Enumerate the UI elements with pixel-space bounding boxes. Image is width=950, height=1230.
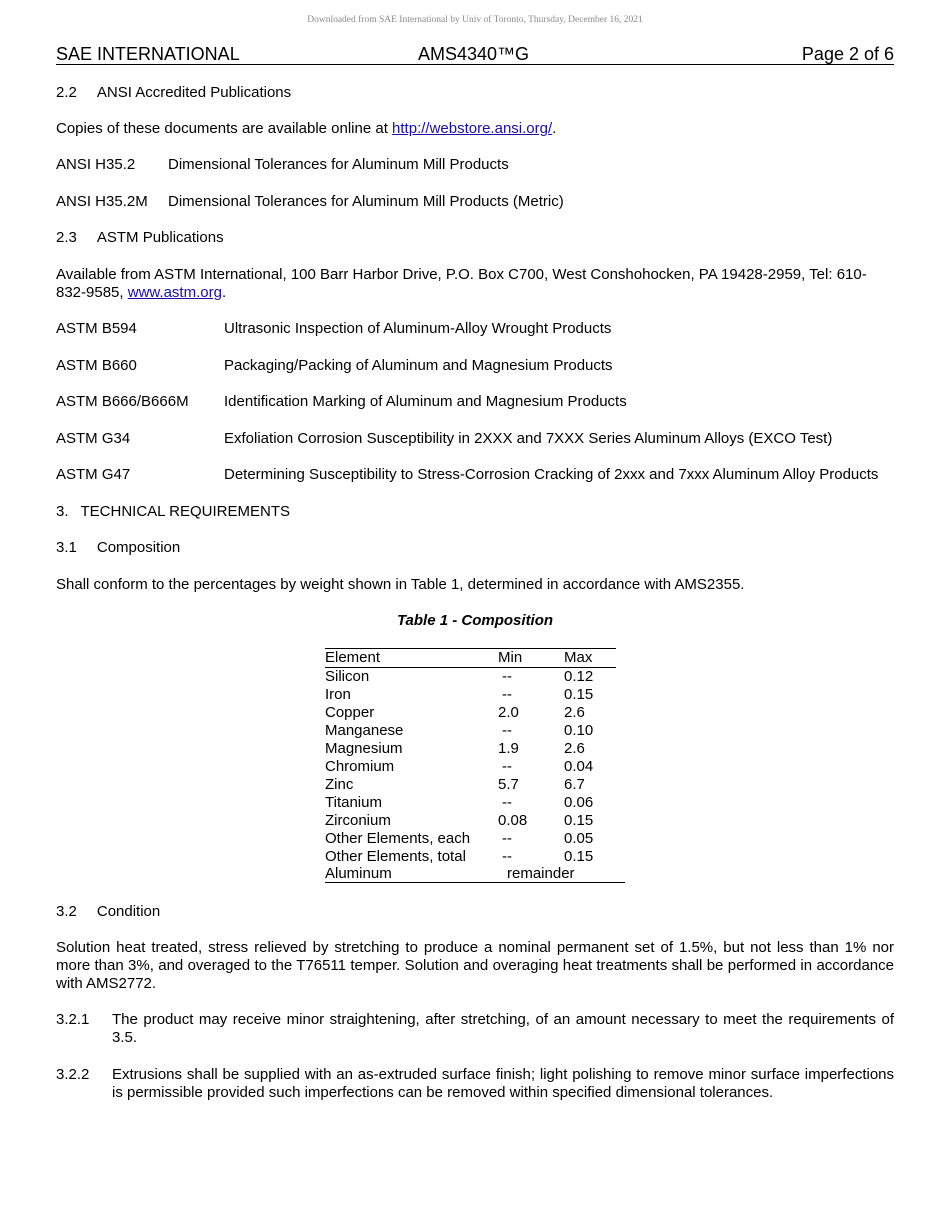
section-number: 3.2 <box>56 903 77 920</box>
section-title: ASTM Publications <box>96 229 224 246</box>
table-title: Table 1 - Composition <box>396 612 554 629</box>
reference-code: ASTM G34 <box>56 430 131 447</box>
cell-max: 0.15 <box>564 812 594 829</box>
cell-element: Other Elements, total <box>325 848 466 865</box>
section-2-2-intro <box>56 120 894 138</box>
download-watermark: Downloaded from SAE International by Univ of Toronto, Thursday, December 16, 2021 <box>307 15 643 25</box>
paragraph-text: Extrusions shall be supplied with an as-extruded surface finish; light polishing to remove minor surface imperfections is permissible provided such imperfections can be removed within specified dimensional tolerances. <box>112 1066 894 1101</box>
cell-min: -- <box>502 794 512 811</box>
header-page-number: Page 2 of 6 <box>801 44 894 64</box>
intro-end: . <box>221 284 227 301</box>
section-2-3-intro-line-2 <box>56 284 894 302</box>
header-doc-id: AMS4340™G <box>418 44 530 64</box>
cell-max: 0.06 <box>564 794 594 811</box>
cell-element: Aluminum <box>325 865 392 882</box>
header-org: SAE INTERNATIONAL <box>56 44 240 64</box>
section-number: 3.2.2 <box>56 1066 90 1083</box>
cell-min: 2.0 <box>498 704 519 721</box>
reference-code: ANSI H35.2M <box>56 193 148 210</box>
cell-element: Silicon <box>325 668 370 685</box>
reference-code: ASTM B594 <box>56 320 137 337</box>
section-number: 3. <box>56 503 69 520</box>
column-header-element: Element <box>325 649 381 666</box>
column-header-max: Max <box>564 649 593 666</box>
section-number: 3.2.1 <box>56 1011 90 1028</box>
section-title: ANSI Accredited Publications <box>96 84 292 101</box>
section-3-1-text <box>56 576 894 594</box>
cell-element: Zirconium <box>325 812 391 829</box>
reference-code: ASTM B660 <box>56 357 137 374</box>
ansi-webstore-link[interactable]: http://webstore.ansi.org/ <box>392 120 553 137</box>
cell-min: -- <box>502 830 512 847</box>
cell-max: 0.05 <box>564 830 594 847</box>
paragraph-text: The product may receive minor straightening, after stretching, of an amount necessary to meet the requirements of 3.5. <box>112 1011 894 1046</box>
column-header-min: Min <box>498 649 523 666</box>
reference-code: ASTM G47 <box>56 466 131 483</box>
reference-title: Identification Marking of Aluminum and Magnesium Products <box>224 393 627 410</box>
paragraph-text: Shall conform to the percentages by weight shown in Table 1, determined in accordance with AMS2355. <box>56 576 745 593</box>
section-number: 2.2 <box>56 84 77 101</box>
reference-title: Dimensional Tolerances for Aluminum Mill Products (Metric) <box>168 193 564 210</box>
astm-website-link[interactable]: www.astm.org <box>127 284 222 301</box>
cell-min: 5.7 <box>498 776 519 793</box>
cell-min: -- <box>502 668 512 685</box>
section-2-3-heading <box>56 229 894 247</box>
reference-code: ASTM B666/B666M <box>56 393 189 410</box>
section-number: 3.1 <box>56 539 77 556</box>
cell-max: 2.6 <box>564 704 585 721</box>
cell-min: 0.08 <box>498 812 528 829</box>
reference-title: Determining Susceptibility to Stress-Corrosion Cracking of 2xxx and 7xxx Aluminum Alloy Products <box>224 466 879 483</box>
cell-element: Manganese <box>325 722 404 739</box>
reference-code: ANSI H35.2 <box>56 156 136 173</box>
cell-max: 0.12 <box>564 668 594 685</box>
intro-end: . <box>552 120 557 137</box>
section-2-2-heading <box>56 84 894 102</box>
cell-max: 6.7 <box>564 776 585 793</box>
page-header <box>56 44 894 65</box>
cell-min: -- <box>502 722 512 739</box>
section-3-2-text: Solution heat treated, stress relieved by stretching to produce a nominal permanent set of 1.5%, but not less than 1% nor more than 3%, and overaged to the T76511 temper. Solution and overaging heat treatments shall be performed in accordance with AMS2772. <box>56 939 894 992</box>
section-3-2-heading <box>56 903 894 921</box>
section-title: Condition <box>96 903 161 920</box>
table-bottom-rule <box>325 882 625 883</box>
cell-max: 0.15 <box>564 848 594 865</box>
reference-title: Dimensional Tolerances for Aluminum Mill Products <box>168 156 509 173</box>
section-3-1-heading <box>56 539 894 557</box>
cell-max: 2.6 <box>564 740 585 757</box>
cell-element: Copper <box>325 704 375 721</box>
section-2-3-intro-line-1 <box>56 266 894 284</box>
intro-text: 832-9585, <box>56 284 128 301</box>
cell-min: 1.9 <box>498 740 519 757</box>
cell-element: Other Elements, each <box>325 830 471 847</box>
intro-text: Copies of these documents are available online at <box>56 120 393 137</box>
cell-element: Iron <box>325 686 351 703</box>
cell-max: 0.04 <box>564 758 594 775</box>
cell-max: 0.15 <box>564 686 594 703</box>
section-3-heading <box>56 503 894 521</box>
cell-element: Titanium <box>325 794 382 811</box>
cell-min: -- <box>502 758 512 775</box>
intro-text: Available from ASTM International, 100 Barr Harbor Drive, P.O. Box C700, West Conshohocken, PA 19428-2959, Tel: 610- <box>56 266 867 283</box>
reference-title: Exfoliation Corrosion Susceptibility in 2XXX and 7XXX Series Aluminum Alloys (EXCO Test) <box>224 430 833 447</box>
cell-element: Chromium <box>325 758 395 775</box>
cell-element: Zinc <box>325 776 354 793</box>
reference-title: Ultrasonic Inspection of Aluminum-Alloy Wrought Products <box>224 320 612 337</box>
cell-min: -- <box>502 848 512 865</box>
cell-max: 0.10 <box>564 722 594 739</box>
reference-title: Packaging/Packing of Aluminum and Magnesium Products <box>224 357 613 374</box>
section-title: Composition <box>96 539 181 556</box>
section-3-2-1 <box>56 1011 894 1047</box>
cell-element: Magnesium <box>325 740 403 757</box>
section-3-2-2 <box>56 1066 894 1102</box>
section-title: TECHNICAL REQUIREMENTS <box>80 503 290 520</box>
cell-remainder: remainder <box>507 865 575 882</box>
section-number: 2.3 <box>56 229 77 246</box>
cell-min: -- <box>502 686 512 703</box>
